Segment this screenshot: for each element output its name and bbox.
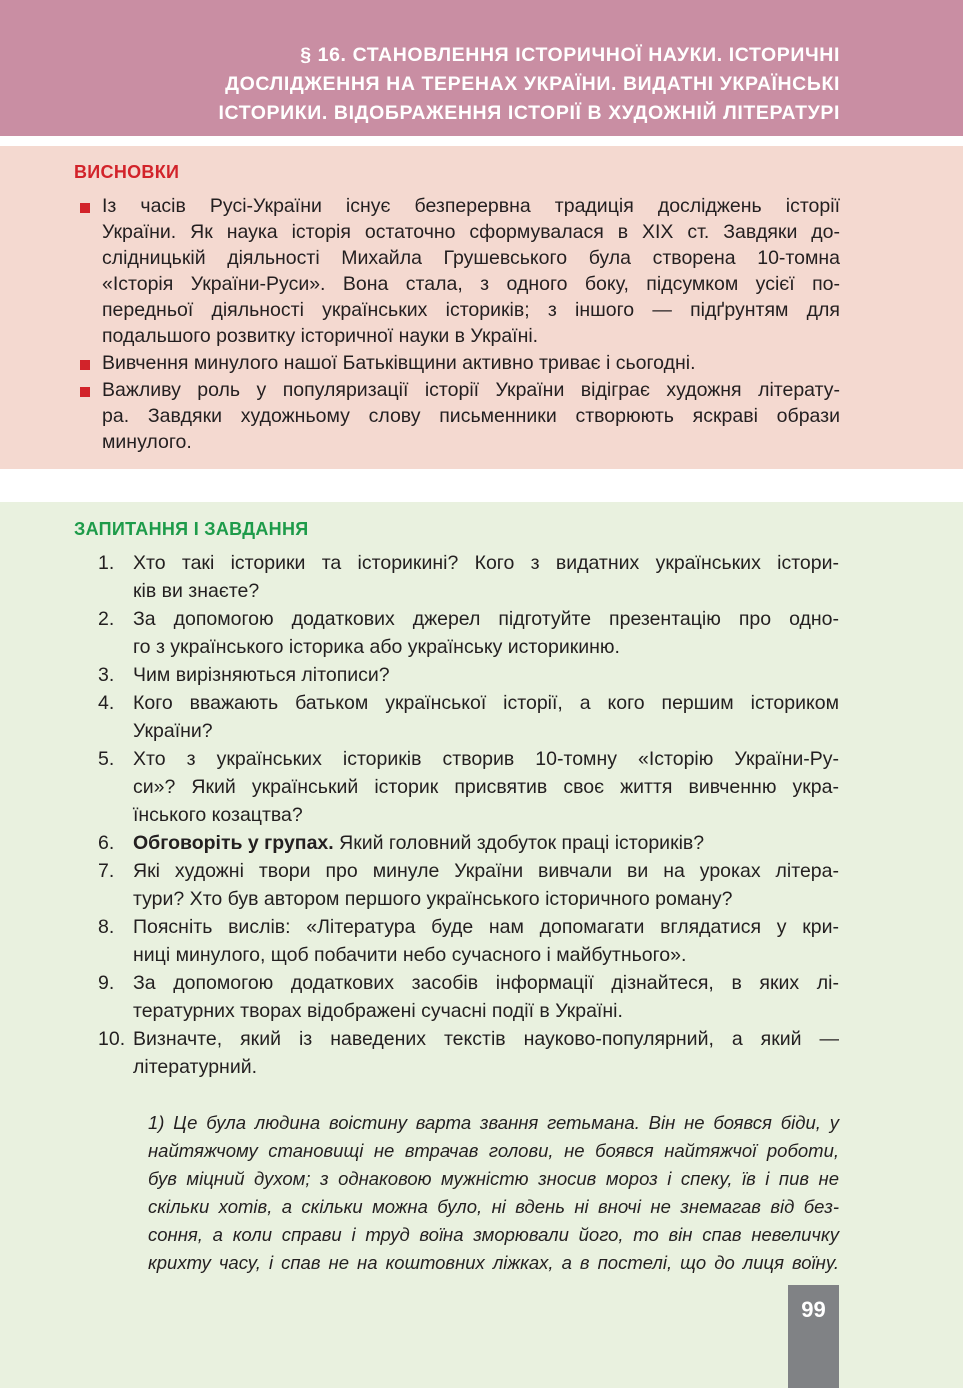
question-line: України? — [133, 720, 213, 742]
conclusion-line: «Історія України-Руси». Вона стала, з одного боку, підсумком усієї по- — [102, 273, 840, 295]
question-line: літературний. — [133, 1056, 258, 1078]
questions-section — [0, 502, 963, 1388]
conclusion-line: України. Як наука історія остаточно сформувалася в XIX ст. Завдяки до- — [102, 221, 840, 243]
excerpt-line: скільки хотів, а скільки можна було, ні вдень ні вночі не знемагав від без- — [148, 1196, 839, 1217]
excerpt-line: 1) Це була людина воістину варта звання гетьмана. Він не боявся біди, у — [148, 1112, 839, 1133]
conclusion-line: минулого. — [102, 431, 192, 453]
question-line: ків ви знаєте? — [133, 580, 260, 602]
page-number: 99 — [801, 1297, 826, 1322]
question-text: Який головний здобуток праці істориків? — [333, 832, 705, 854]
question-line: си»? Який український історик присвятив своє життя вивченню укра- — [133, 776, 839, 798]
conclusion-line: Важливу роль у популяризації історії України відіграє художня літерату- — [102, 379, 840, 401]
conclusions-section — [0, 146, 963, 469]
conclusion-line: Вивчення минулого нашої Батьківщини активно триває і сьогодні. — [102, 352, 696, 374]
question-line: Визначте, який із наведених текстів науково-популярний, а який — — [133, 1028, 839, 1050]
chapter-header — [0, 0, 963, 136]
question-line: Які художні твори про минуле України вивчали ви на уроках літера- — [133, 860, 839, 882]
chapter-title-line-2: ДОСЛІДЖЕННЯ НА ТЕРЕНАХ УКРАЇНИ. ВИДАТНІ УКРАЇНСЬКІ — [225, 73, 840, 95]
question-number: 6. — [98, 832, 115, 854]
conclusion-line: Із часів Русі-України існує безперервна традиція досліджень історії — [102, 195, 840, 217]
square-bullet-icon — [80, 203, 90, 213]
question-emphasis: Обговоріть у групах. — [133, 832, 334, 854]
question-number: 7. — [98, 860, 115, 882]
question-line: Чим вирізняються літописи? — [133, 664, 390, 686]
chapter-title-line-3: ІСТОРИКИ. ВІДОБРАЖЕННЯ ІСТОРІЇ В ХУДОЖНІЙ ЛІТЕРАТУРІ — [218, 102, 840, 124]
question-number: 9. — [98, 972, 115, 994]
question-number: 3. — [98, 664, 115, 686]
questions-title: ЗАПИТАННЯ І ЗАВДАННЯ — [74, 519, 309, 539]
question-line: Хто з українських істориків створив 10-томну «Історію України-Ру- — [133, 748, 839, 770]
question-line: го з українського історика або українську историкиню. — [133, 636, 620, 658]
excerpt-line: найтяжчому становищі не втрачав голови, не боявся найтяжчої роботи, — [148, 1140, 839, 1161]
conclusion-line: слідницькій діяльності Михайла Грушевського була створена 10-томна — [102, 247, 840, 269]
excerpt-line: крихту часу, і спав не на коштовних ліжках, а в постелі, що до лиця воїну. — [148, 1252, 839, 1273]
question-line: За допомогою додаткових засобів інформації дізнайтеся, в яких лі- — [133, 972, 839, 994]
question-line: тературних творах відображені сучасні події в Україні. — [133, 1000, 623, 1022]
question-number: 8. — [98, 916, 115, 938]
conclusion-line: передньої діяльності українських істориків; з іншого — підґрунтям для — [102, 299, 840, 321]
question-line: Хто такі історики та історикині? Кого з видатних українських істори- — [133, 552, 839, 574]
question-number: 2. — [98, 608, 115, 630]
question-line: їнського козацтва? — [133, 804, 303, 826]
question-line: За допомогою додаткових джерел підготуйте презентацію про одно- — [133, 608, 839, 630]
question-line: тури? Хто був автором першого українського історичного роману? — [133, 888, 733, 910]
square-bullet-icon — [80, 360, 90, 370]
question-number: 1. — [98, 552, 115, 574]
question-line: ниці минулого, щоб побачити небо сучасного і майбутнього». — [133, 944, 687, 966]
conclusions-title: ВИСНОВКИ — [74, 162, 180, 182]
question-line: Кого вважають батьком української історії, а кого першим істориком — [133, 692, 839, 714]
conclusion-line: подальшого розвитку історичної науки в Україні. — [102, 325, 539, 347]
question-line: Поясніть вислів: «Література буде нам допомагати вглядатися у кри- — [133, 916, 839, 938]
question-line — [133, 829, 704, 857]
question-number: 4. — [98, 692, 115, 714]
square-bullet-icon — [80, 387, 90, 397]
question-number: 10. — [98, 1028, 126, 1050]
page-number-tab — [788, 1285, 839, 1388]
excerpt-line: був міцний духом; з однаковою мужністю зносив мороз і спеку, їв і пив не — [148, 1168, 839, 1189]
conclusion-line: ра. Завдяки художньому слову письменники створюють яскраві образи — [102, 405, 840, 427]
question-number: 5. — [98, 748, 115, 770]
chapter-title-line-1: § 16. СТАНОВЛЕННЯ ІСТОРИЧНОЇ НАУКИ. ІСТОРИЧНІ — [300, 44, 840, 66]
excerpt-line: соння, а коли справи і труд воїна зморювали його, то він спав невеличку — [148, 1224, 839, 1245]
